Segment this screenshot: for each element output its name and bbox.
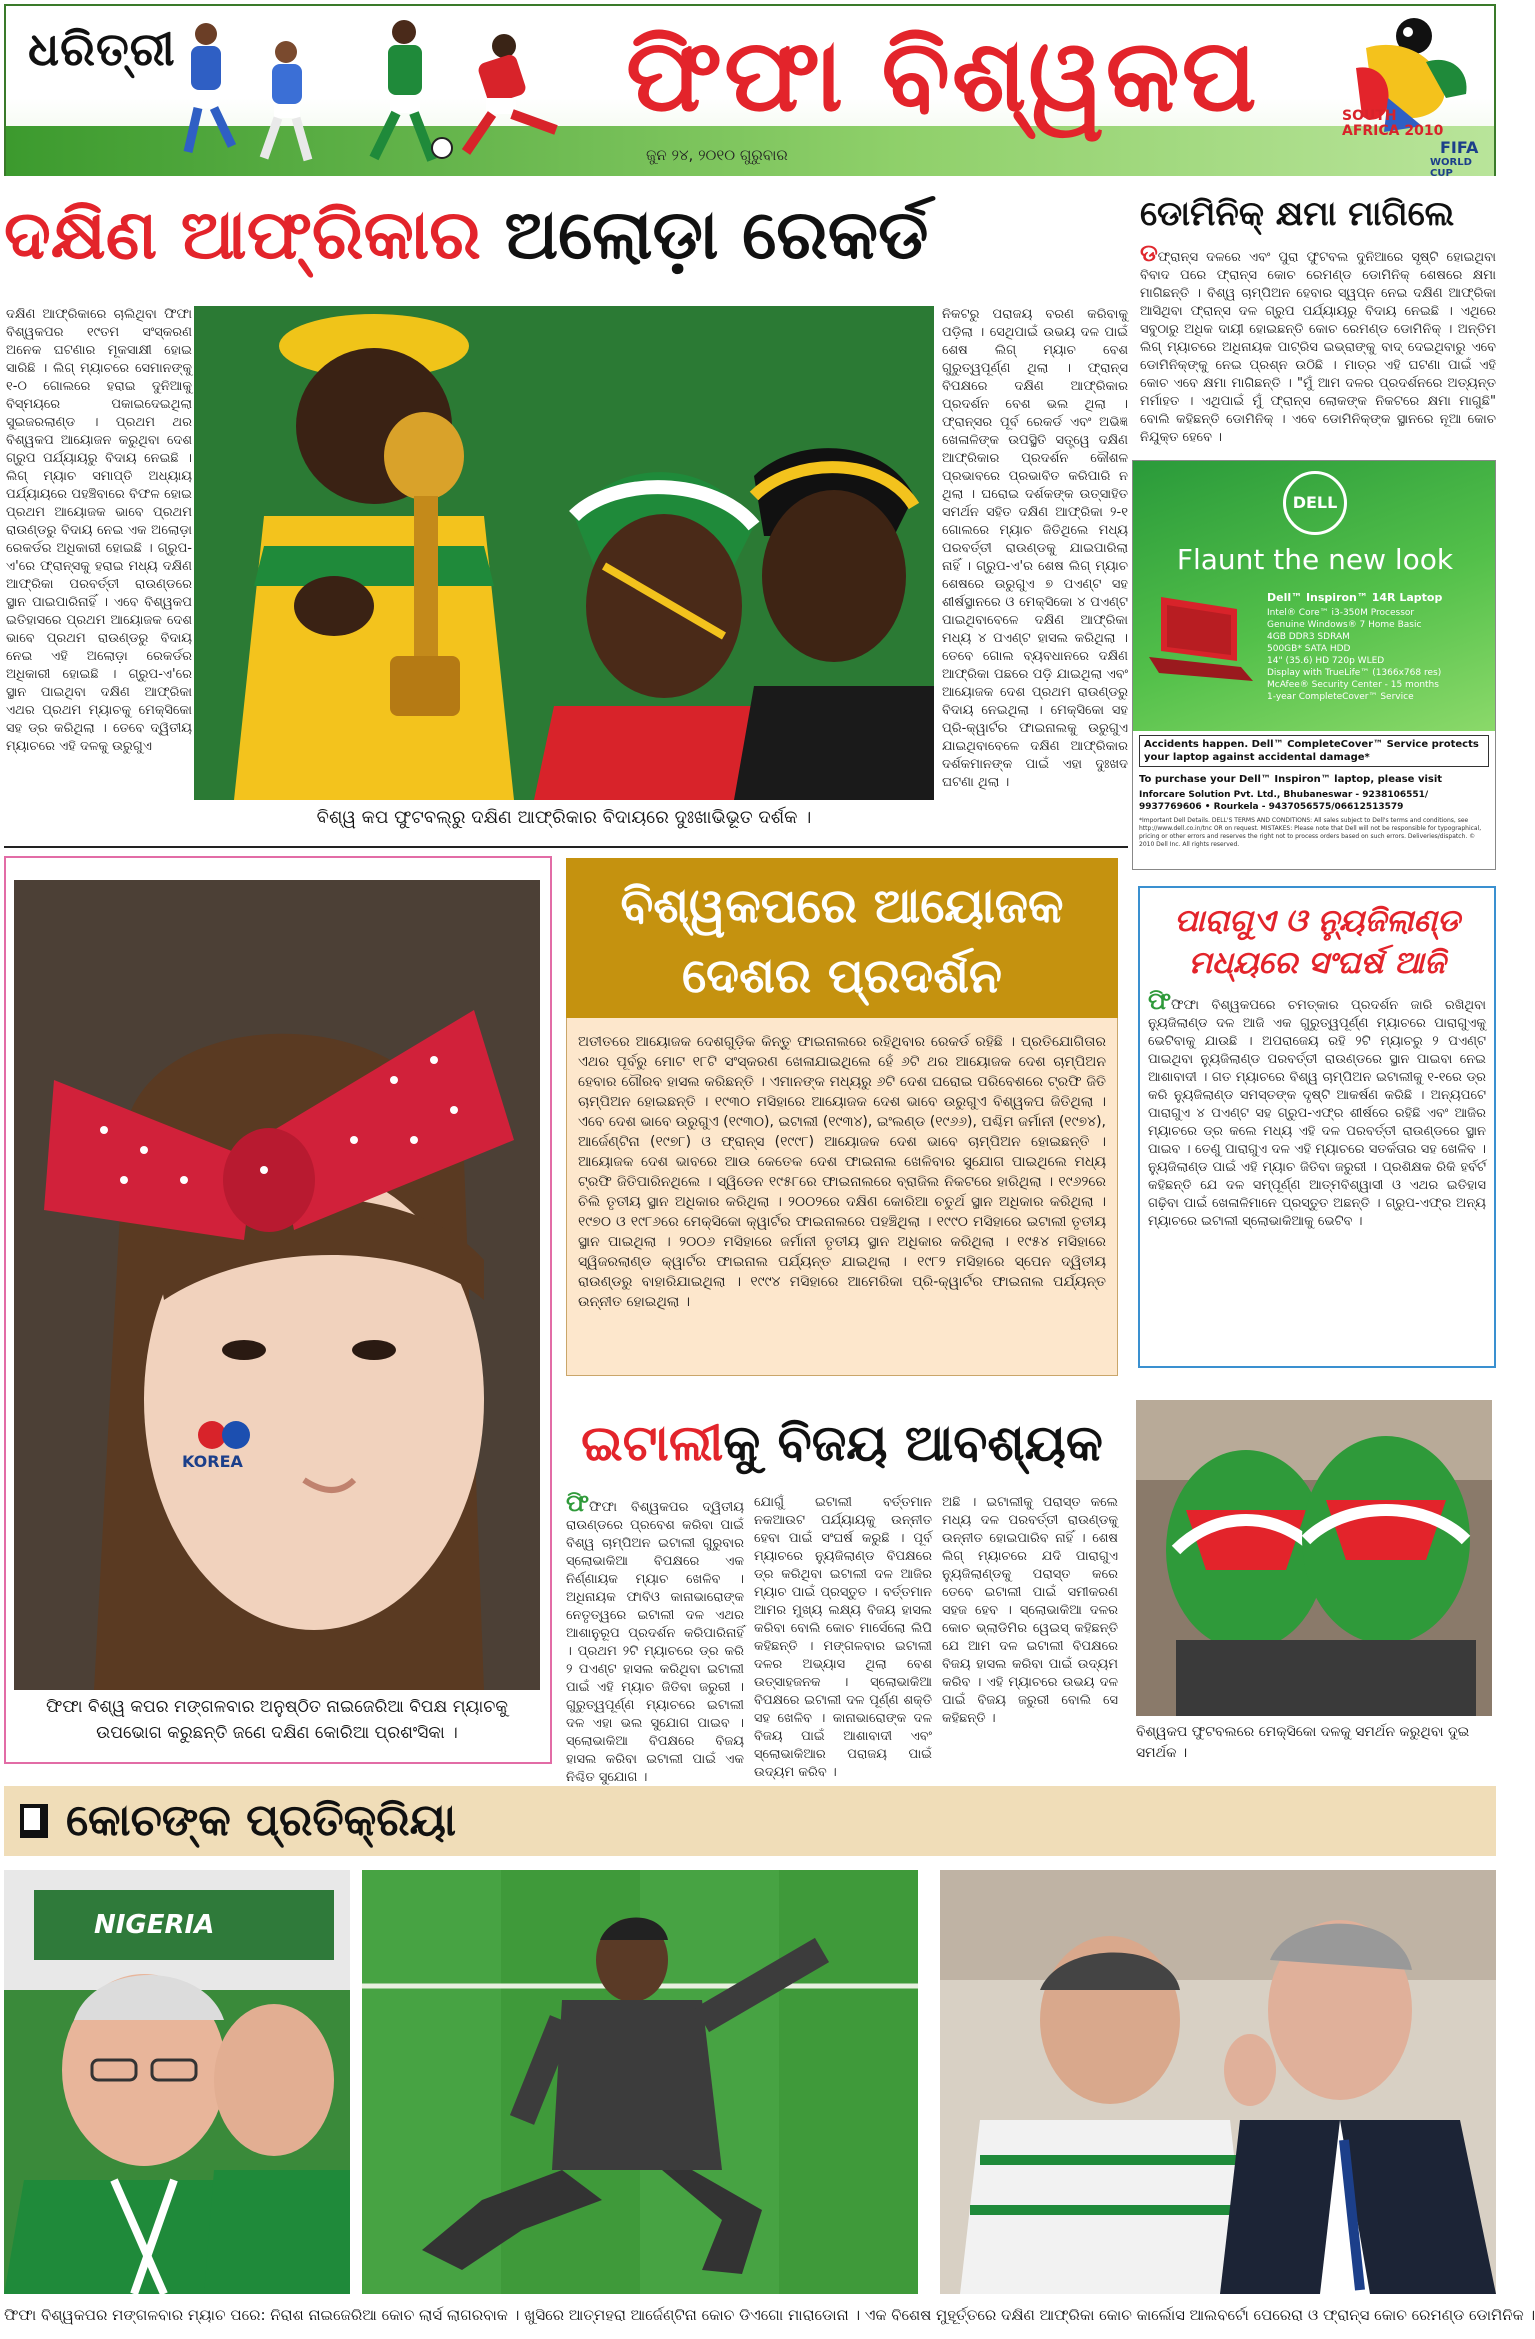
spec-item: 14" (35.6) HD 720p WLED (1267, 656, 1385, 666)
dell-ad-specs (1267, 607, 1489, 703)
spec-item: 500GB* SATA HDD (1267, 644, 1351, 654)
logo-world-cup: WORLD CUP (1430, 157, 1472, 179)
coaches-section-title: କୋଚଙ୍କ ପ୍ରତିକ୍ରିୟା (66, 1795, 456, 1846)
lead-column-2: ନିକଟରୁ ପରାଜୟ ବରଣ କରିବାକୁ ପଡ଼ିଲା । ସେଥିପାଇଁ ଉଭୟ ଦଳ ପାଇଁ ଶେଷ ଲିଗ୍ ମ୍ୟାଚ ବେଶ ଗୁରୁତ୍ୱପୂର୍ଣ୍ଣ ଥିଲା । ଫ୍ରାନ୍ସ ବିପକ୍ଷରେ ଦକ୍ଷିଣ ଆଫ୍ରିକାର ପ୍ରଦର୍ଶନ ବେଶ ଭଲ ଥିଲା । ଫ୍ରାନ୍ସର ପୂର୍ବ ରେକର୍ଡ ଏବଂ ଅଭିଜ୍ଞ ଖେଳାଳିଙ୍କ ଉପସ୍ଥିତି ସତ୍ତ୍ୱେ ଦକ୍ଷିଣ ଆଫ୍ରିକାର ପ୍ରଦର୍ଶନ କୌଶଳ ପ୍ରଭାବରେ ପ୍ରଭାବିତ କରିପାରି ନ ଥିଲା । ଘରୋଇ ଦର୍ଶକଙ୍କ ଉତ୍ସାହିତ ସମର୍ଥନ ସହିତ ଦକ୍ଷିଣ ଆଫ୍ରିକା ୨-୧ ଗୋଲରେ ମ୍ୟାଚ ଜିତିଥିଲେ ମଧ୍ୟ ପରବର୍ତ୍ତୀ ରାଉଣ୍ଡକୁ ଯାଇପାରିଲା ନାହିଁ । ଗ୍ରୁପ-ଏ'ର ଶେଷ ଲିଗ୍ ମ୍ୟାଚ ଶେଷରେ ଉରୁଗୁଏ ୭ ପଏଣ୍ଟ ସହ ଶୀର୍ଷସ୍ଥାନରେ ଓ ମେକ୍ସିକୋ ୪ ପଏଣ୍ଟ ପାଇଥିବାବେଳେ ଦକ୍ଷିଣ ଆଫ୍ରିକା ମଧ୍ୟ ୪ ପଏଣ୍ଟ ହାସଲ କରିଥିଲା । ତେବେ ଗୋଲ ବ୍ୟବଧାନରେ ଦକ୍ଷିଣ ଆଫ୍ରିକା ପଛରେ ପଡ଼ି ଯାଇଥିଲା ଏବଂ ଆୟୋଜକ ଦେଶ ପ୍ରଥମ ରାଉଣ୍ଡରୁ ବିଦାୟ ନେଇଥିଲା । ମେକ୍ସିକୋ ସହ ପ୍ରି-କ୍ୱାର୍ଟର ଫାଇନାଲକୁ ଉରୁଗୁଏ ଯାଇଥିବାବେଳେ ଦକ୍ଷିଣ ଆଫ୍ରିକାର ଦର୍ଶକମାନଙ୍କ ପାଇଁ ଏହା ଦୁଃଖଦ ଘଟଣା ଥିଲା । (942, 307, 1128, 790)
logo-africa: AFRICA 2010 (1342, 123, 1444, 139)
lead-headline-black: ଅଲୋଡ଼ା ରେକର୍ଡ (504, 196, 929, 275)
masthead-brand: ଧରିତ୍ରୀ (28, 22, 176, 76)
player-red (466, 34, 556, 152)
spec-item: Genuine Windows® 7 Home Basic (1267, 620, 1422, 630)
lead-headline (4, 186, 1124, 286)
coaches-caption: ଫିଫା ବିଶ୍ୱକପର ମଙ୍ଗଳବାର ମ୍ୟାଚ ପରେ: ନିରାଶ ନାଇଜେରିଆ କୋଚ ଲାର୍ସ ଲାଗରବାକ । ଖୁସିରେ ଆତ୍ମହରା ଆର୍ଜେଣ୍ଟିନା କୋଚ ଡିଏଗୋ ମାରାଡୋନା । ଏକ ବିଶେଷ ମୁହୂର୍ତ୍ତରେ ଦକ୍ଷିଣ ଆଫ୍ରିକା କୋଚ କାର୍ଲୋସ ଆଲବର୍ଟୋ ପେରେରା ଓ ଫ୍ରାନ୍ସ କୋଚ ରେମଣ୍ଡ ଡୋମିନିକ । (4, 2306, 1535, 2324)
italy-col1-text: ଫିଫା ବିଶ୍ୱକପର ଦ୍ୱିତୀୟ ରାଉଣ୍ଡରେ ପ୍ରବେଶ କରିବା ପାଇଁ ବିଶ୍ୱ ଚାମ୍ପିଅନ ଇଟାଲୀ ଗୁରୁବାର ସ୍ଲୋଭାକିଆ ବିପକ୍ଷରେ ଏକ ନିର୍ଣ୍ଣାୟକ ମ୍ୟାଚ ଖେଳିବ । ଅଧିନାୟକ ଫାବିଓ କାନାଭାରୋଙ୍କ ନେତୃତ୍ୱରେ ଇଟାଲୀ ଦଳ ଏଥର ଆଶାନୁରୂପ ପ୍ରଦର୍ଶନ କରିପାରିନାହିଁ । ପ୍ରଥମ ୨ଟି ମ୍ୟାଚରେ ଡ୍ର କରି ୨ ପଏଣ୍ଟ ହାସଲ କରିଥିବା ଇଟାଲୀ ପାଇଁ ଏହି ମ୍ୟାଚ ଜିତିବା ଜରୁରୀ । ଗୁରୁତ୍ୱପୂର୍ଣ୍ଣ ମ୍ୟାଚରେ ଇଟାଲୀ ଦଳ ଏହା ଭଲ ସୁଯୋଗ ପାଇବ । ସ୍ଲୋଭାକିଆ ବିପକ୍ଷରେ ବିଜୟ ହାସଲ କରିବା ଇଟାଲୀ ପାଇଁ ଏକ ନିଶ୍ଚିତ ସୁଯୋଗ । (566, 1500, 744, 1785)
paraguay-drop-cap: ଫି (1148, 987, 1172, 1015)
lead-photo-caption: ବିଶ୍ୱ କପ ଫୁଟବଲ୍‌ରୁ ଦକ୍ଷିଣ ଆଫ୍ରିକାର ବିଦାୟରେ ଦୁଃଖାଭିଭୂତ ଦର୍ଶକ । (316, 807, 812, 828)
logo-south: SOUTH (1342, 108, 1397, 124)
spec-item: 1-year CompleteCover™ Service (1267, 692, 1414, 702)
dell-ad-dealer: Inforcare Solution Pvt. Ltd., Bhubaneswar - 9238106551/ 9937769606 • Rourkela - 9437056575/06612513579 (1139, 790, 1429, 812)
lead-photo (194, 306, 934, 800)
mexico-photo-caption: ବିଶ୍ୱକପ ଫୁଟବଲରେ ମେକ୍ସିକୋ ଦଳକୁ ସମର୍ଥନ କରୁଥିବା ଦୁଇ ସମର୍ଥକ । (1136, 1724, 1470, 1761)
player-blue-2 (264, 41, 308, 160)
coaches-parreira-domenech-photo (940, 1870, 1496, 2294)
laptop-image (1141, 591, 1261, 691)
player-blue-1 (188, 23, 232, 152)
dell-ad-accidents: Accidents happen. Dell™ CompleteCover™ Service protects your laptop against accidental damage* (1139, 735, 1489, 767)
dominic-body (1140, 239, 1496, 454)
masthead-date: ଜୁନ ୨୪, ୨୦୧୦ ଗୁରୁବାର (646, 146, 788, 164)
spec-item: McAfee® Security Center - 15 months (1267, 680, 1439, 690)
divider-horizontal (4, 846, 1128, 848)
dell-ad-fine-print: *Important Dell Details. DELL'S TERMS AND CONDITIONS: All sales subject to Dell's terms and conditions, see http://www.dell.co.in/tnc OR on request. MISTAKES: Please note that Dell will not be responsible for typographical, pricing or other errors and reserves the right not to process orders based on such errors. Deliveries/dispatch. © 2010 Dell Inc. All rights reserved. (1139, 817, 1482, 848)
players-illustration (136, 12, 596, 172)
lead-column-1: ଦକ୍ଷିଣ ଆଫ୍ରିକାରେ ଚାଲିଥିବା ଫିଫା ବିଶ୍ୱକପର ୧୯ତମ ସଂସ୍କରଣ ଅନେକ ଘଟଣାର ମୂକସାକ୍ଷୀ ହୋଇ ସାରିଛି । ଲିଗ୍ ମ୍ୟାଚରେ ସେମାନଙ୍କୁ ୧-୦ ଗୋଲରେ ହରାଇ ଦୁନିଆକୁ ବିସ୍ମୟରେ ପକାଇଦେଇଥିଲା ସୁଇଜରଲାଣ୍ଡ । ପ୍ରଥମ ଥର ବିଶ୍ୱକପ ଆୟୋଜନ କରୁଥିବା ଦେଶ ଗ୍ରୁପ ପର୍ଯ୍ୟାୟରୁ ବିଦାୟ ନେଇଛି । ଲିଗ୍ ମ୍ୟାଚ ସମାପ୍ତି ଅଧ୍ୟାୟ ପର୍ଯ୍ୟାୟରେ ପହଞ୍ଚିବାରେ ବିଫଳ ହୋଇ ପ୍ରଥମ ଆୟୋଜକ ଭାବେ ପ୍ରଥମ ରାଉଣ୍ଡରୁ ବିଦାୟ ନେଇ ଏକ ଅଲୋଡ଼ା ରେକର୍ଡର ଅଧିକାରୀ ହୋଇଛି । ଗ୍ରୁପ-ଏ'ରେ ଫ୍ରାନ୍ସକୁ ହରାଇ ମଧ୍ୟ ଦକ୍ଷିଣ ଆଫ୍ରିକା ପରବର୍ତ୍ତୀ ରାଉଣ୍ଡରେ ସ୍ଥାନ ପାଇପାରିନାହିଁ । ଏବେ ବିଶ୍ୱକପ ଇତିହାସରେ ପ୍ରଥମ ଆୟୋଜକ ଦେଶ ଭାବେ ପ୍ରଥମ ରାଉଣ୍ଡରୁ ବିଦାୟ ନେଇ ଏହି ଅଲୋଡ଼ା ରେକର୍ଡର ଅଧିକାରୀ ହୋଇଛି । ଗ୍ରୁପ-ଏ'ରେ ସ୍ଥାନ ପାଇଥିବା ଦକ୍ଷିଣ ଆଫ୍ରିକା ଏଥର ପ୍ରଥମ ମ୍ୟାଚକୁ ମେକ୍ସିକୋ ସହ ଡ୍ର କରିଥିଲା । ତେବେ ଦ୍ୱିତୀୟ ମ୍ୟାଚରେ ଏହି ଦଳକୁ ଉରୁଗୁଏ (6, 307, 192, 754)
lead-headline-red: ଦକ୍ଷିଣ ଆଫ୍ରିକାର (4, 196, 481, 275)
checkbox-icon (20, 1804, 48, 1838)
host-headline-line1: ବିଶ୍ୱକପରେ ଆୟୋଜକ (620, 878, 1064, 934)
paraguay-headline-line2: ମଧ୍ୟରେ ସଂଘର୍ଷ ଆଜି (1188, 945, 1446, 981)
player-green (374, 20, 432, 160)
coach-maradona-photo (362, 1870, 918, 2294)
dell-ad-product: Dell™ Inspiron™ 14R Laptop (1267, 591, 1443, 604)
paraguay-body-text: ଫିଫା ବିଶ୍ୱକପରେ ଚମତ୍କାର ପ୍ରଦର୍ଶନ ଜାରି ରଖିଥିବା ନ୍ୟୁଜିଲାଣ୍ଡ ଦଳ ଆଜି ଏକ ଗୁରୁତ୍ୱପୂର୍ଣ୍ଣ ମ୍ୟାଚରେ ପାରାଗୁଏକୁ ଭେଟିବାକୁ ଯାଉଛି । ଅପରାଜେୟ ରହି ୨ଟି ମ୍ୟାଚରୁ ୨ ପଏଣ୍ଟ ପାଇଥିବା ନ୍ୟୁଜିଲାଣ୍ଡ ପରବର୍ତ୍ତୀ ରାଉଣ୍ଡରେ ସ୍ଥାନ ପାଇବା ନେଇ ଆଶାବାଦୀ । ଗତ ମ୍ୟାଚରେ ବିଶ୍ୱ ଚାମ୍ପିଅନ ଇଟାଲୀକୁ ୧-୧ରେ ଡ୍ର କରି ନ୍ୟୁଜିଲାଣ୍ଡ ସମସ୍ତଙ୍କ ଦୃଷ୍ଟି ଆକର୍ଷଣ କରିଛି । ଅନ୍ୟପଟେ ପାରାଗୁଏ ୪ ପଏଣ୍ଟ ସହ ଗ୍ରୁପ-ଏଫ୍‌ର ଶୀର୍ଷରେ ରହିଛି ଏବଂ ଆଜିର ମ୍ୟାଚରେ ଡ୍ର କଲେ ମଧ୍ୟ ଏହି ଦଳ ପରବର୍ତ୍ତୀ ରାଉଣ୍ଡରେ ସ୍ଥାନ ପାଇବ । ତେଣୁ ପାରାଗୁଏ ଦଳ ଏହି ମ୍ୟାଚରେ ସତର୍କତାର ସହ ଖେଳିବ । ନ୍ୟୁଜିଲାଣ୍ଡ ପାଇଁ ଏହି ମ୍ୟାଚ ଜିତିବା ଜରୁରୀ । ପ୍ରଶିକ୍ଷକ ରିକି ହର୍ବର୍ଟ କହିଛନ୍ତି ଯେ ଦଳ ସମ୍ପୂର୍ଣ୍ଣ ଆତ୍ମବିଶ୍ୱାସୀ ଓ ଏଥର ଇତିହାସ ଗଢ଼ିବା ପାଇଁ ଖେଳାଳିମାନେ ପ୍ରସ୍ତୁତ ଅଛନ୍ତି । ଗ୍ରୁପ-ଏଫ୍‌ର ଅନ୍ୟ ମ୍ୟାଚରେ ଇଟାଲୀ ସ୍ଲୋଭାକିଆକୁ ଭେଟିବ । (1148, 998, 1486, 1229)
host-headline-box (566, 858, 1118, 1018)
nigeria-banner-text: NIGERIA (94, 1910, 215, 1940)
italy-column-2: ଯୋଗୁଁ ଇଟାଲୀ ବର୍ତ୍ତମାନ ନକଆଉଟ ପର୍ଯ୍ୟାୟକୁ ଉନ୍ନୀତ ହେବା ପାଇଁ ସଂଘର୍ଷ କରୁଛି । ପୂର୍ବ ମ୍ୟାଚରେ ନ୍ୟୁଜିଲାଣ୍ଡ ବିପକ୍ଷରେ ଡ୍ର କରିଥିବା ଇଟାଲୀ ଦଳ ଆଜିର ମ୍ୟାଚ ପାଇଁ ପ୍ରସ୍ତୁତ । ବର୍ତ୍ତମାନ ଆମର ମୁଖ୍ୟ ଲକ୍ଷ୍ୟ ବିଜୟ ହାସଲ କରିବା ବୋଲି କୋଚ ମାର୍ସେଲୋ ଲିପି କହିଛନ୍ତି । ମଙ୍ଗଳବାର ଇଟାଲୀ ଦଳର ଅଭ୍ୟାସ ଥିଲା ବେଶ ଉତ୍ସାହଜନକ । ସ୍ଲୋଭାକିଆ ବିପକ୍ଷରେ ଇଟାଲୀ ଦଳ ପୂର୍ଣ୍ଣ ଶକ୍ତି ସହ ଖେଳିବ । କାନାଭାରୋଙ୍କ ଦଳ ବିଜୟ ପାଇଁ ଆଶାବାଦୀ ଏବଂ ସ୍ଲୋଭାକିଆର ପରାଜୟ ପାଇଁ ଉଦ୍ୟମ କରିବ । (754, 1495, 932, 1780)
coach-lagerback-photo (4, 1870, 350, 2294)
coaches-section-bar (4, 1786, 1496, 1856)
dell-advertisement[interactable] (1132, 460, 1496, 870)
masthead-title: ଫିଫା ବିଶ୍ୱକପ (626, 17, 1259, 134)
mexico-fans-photo (1136, 1400, 1492, 1716)
host-body: ଅତୀତରେ ଆୟୋଜକ ଦେଶଗୁଡ଼ିକ କିନ୍ତୁ ଫାଇନାଲରେ ରହିଥିବାର ରେକର୍ଡ ରହିଛି । ପ୍ରତିଯୋଗିତାର ଏଥର ପୂର୍ବରୁ ମୋଟ ୧୮ଟି ସଂସ୍କରଣ ଖେଳାଯାଇଥିଲେ ହେଁ ୬ଟି ଥର ଆୟୋଜକ ଦେଶ ଚାମ୍ପିଅନ ହେବାର ଗୌରବ ହାସଲ କରିଛନ୍ତି । ଏମାନଙ୍କ ମଧ୍ୟରୁ ୬ଟି ଦେଶ ଘରୋଇ ପରିବେଶରେ ଟ୍ରଫି ଜିତି ଚାମ୍ପିଅନ ହୋଇଛନ୍ତି । ୧୯୩୦ ମସିହାରେ ଆୟୋଜକ ଦେଶ ଭାବେ ଉରୁଗୁଏ ବିଶ୍ୱକପ ଜିତିଥିଲା । ଏବେ ଦେଶ ଭାବେ ଉରୁଗୁଏ (୧୯୩୦), ଇଟାଲୀ (୧୯୩୪), ଇଂଲଣ୍ଡ (୧୯୬୬), ପଶ୍ଚିମ ଜର୍ମାନୀ (୧୯୭୪), ଆର୍ଜେଣ୍ଟିନା (୧୯୭୮) ଓ ଫ୍ରାନ୍ସ (୧୯୯୮) ଆୟୋଜକ ଦେଶ ଭାବେ ଚାମ୍ପିଅନ ହୋଇଛନ୍ତି । ଆୟୋଜକ ଦେଶ ଭାବରେ ଆଉ କେତେକ ଦେଶ ଫାଇନାଲ ଖେଳିବାର ସୁଯୋଗ ପାଇଥିଲେ ମଧ୍ୟ ଟ୍ରଫି ଜିତିପାରିନଥିଲେ । ସ୍ୱିଡେନ ୧୯୫୮ରେ ଫାଇନାଲରେ ବ୍ରାଜିଲ ନିକଟରେ ହାରିଥିଲା । ୧୯୬୨ରେ ଚିଲି ତୃତୀୟ ସ୍ଥାନ ଅଧିକାର କରିଥିଲା । ୨୦୦୨ରେ ଦକ୍ଷିଣ କୋରିଆ ଚତୁର୍ଥ ସ୍ଥାନ ଅଧିକାର କରିଥିଲା । ୧୯୭୦ ଓ ୧୯୮୬ରେ ମେକ୍ସିକୋ କ୍ୱାର୍ଟର ଫାଇନାଲରେ ପହଞ୍ଚିଥିଲା । ୧୯୯୦ ମସିହାରେ ଇଟାଲୀ ତୃତୀୟ ସ୍ଥାନ ପାଇଥିଲା । ୨୦୦୬ ମସିହାରେ ଜର୍ମାନୀ ତୃତୀୟ ସ୍ଥାନ ଅଧିକାର କରିଥିଲା । ୧୯୫୪ ମସିହାରେ ସ୍ୱିଜରଲାଣ୍ଡ କ୍ୱାର୍ଟର ଫାଇନାଲ ପର୍ଯ୍ୟନ୍ତ ଯାଇଥିଲା । ୧୯୮୨ ମସିହାରେ ସ୍ପେନ ଦ୍ୱିତୀୟ ରାଉଣ୍ଡରୁ ବାହାରିଯାଇଥିଲା । ୧୯୯୪ ମସିହାରେ ଆମେରିକା ପ୍ରି-କ୍ୱାର୍ଟର ଫାଇନାଲ ପର୍ଯ୍ୟନ୍ତ ଉନ୍ନୀତ ହୋଇଥିଲା । (578, 1034, 1106, 1310)
italy-drop-cap: ଫି (566, 1489, 590, 1517)
italy-headline (566, 1398, 1118, 1488)
dell-ad-headline: Flaunt the new look (1176, 543, 1454, 576)
italy-headline-red: ଇଟାଲୀ (581, 1414, 724, 1472)
italy-column-1 (566, 1489, 744, 1785)
korea-fan-photo (14, 880, 540, 1690)
spec-item: Display with TrueLife™ (1366x768 res) (1267, 668, 1442, 678)
paraguay-headline-line1: ପାରାଗୁଏ ଓ ନ୍ୟୁଜିଲାଣ୍ଡ (1174, 903, 1460, 939)
spec-item: 4GB DDR3 SDRAM (1267, 632, 1350, 642)
spec-item: Intel® Core™ i3-350M Processor (1267, 608, 1415, 618)
cheek-korea-text: KOREA (182, 1452, 243, 1471)
ball-icon (432, 138, 452, 158)
paraguay-body (1148, 987, 1486, 1358)
masthead (4, 4, 1496, 179)
dominic-body-text: ଫ୍ରାନ୍ସ ଦଳରେ ଏବଂ ପୁରା ଫୁଟବଲ ଦୁନିଆରେ ସୃଷ୍ଟି ହୋଇଥିବା ବିବାଦ ପରେ ଫ୍ରାନ୍ସ କୋଚ ରେମଣ୍ଡ ଡୋମିନିକ୍ ଶେଷରେ କ୍ଷମା ମାଗିଛନ୍ତି । ବିଶ୍ୱ ଚାମ୍ପିଅନ ହେବାର ସ୍ୱପ୍ନ ନେଇ ଦକ୍ଷିଣ ଆଫ୍ରିକା ଆସିଥିବା ଫ୍ରାନ୍ସ ଦଳ ଗ୍ରୁପ ପର୍ଯ୍ୟାୟରୁ ବିଦାୟ ନେଇଛି । ଏଥିରେ ସବୁଠାରୁ ଅଧିକ ଦାୟୀ ହୋଇଛନ୍ତି କୋଚ ରେମଣ୍ଡ ଡୋମିନିକ୍ । ଅନ୍ତିମ ଲିଗ୍ ମ୍ୟାଚରେ ଅଧିନାୟକ ପାଟ୍ରିସ ଇଭ୍ରାଙ୍କୁ ବାଦ୍ ଦେଇଥିବାରୁ ଏବେ ଡୋମିନିକ୍ଙ୍କୁ ନେଇ ପ୍ରଶ୍ନ ଉଠିଛି । ମାତ୍ର ଏହି ଘଟଣା ପାଇଁ ଏହି କୋଚ ଏବେ କ୍ଷମା ମାଗିଛନ୍ତି । "ମୁଁ ଆମ ଦଳର ପ୍ରଦର୍ଶନରେ ଅତ୍ୟନ୍ତ ମର୍ମାହତ । ଏଥିପାଇଁ ମୁଁ ଫ୍ରାନ୍ସ ଲୋକଙ୍କ ନିକଟରେ କ୍ଷମା ମାଗୁଛି" ବୋଲି କହିଛନ୍ତି ଡୋମିନିକ୍ । ଏବେ ଡୋମିନିକ୍ଙ୍କ ସ୍ଥାନରେ ନୂଆ କୋଚ ନିଯୁକ୍ତ ହେବେ । (1140, 250, 1496, 445)
dominic-drop-cap: ଡ (1140, 239, 1158, 267)
host-headline-line2: ଦେଶର ପ୍ରଦର୍ଶନ (682, 948, 1002, 1004)
korea-photo-caption: ଫିଫା ବିଶ୍ୱ କପର ମଙ୍ଗଳବାର ଅନୁଷ୍ଠିତ ନାଇଜେରିଆ ବିପକ୍ଷ ମ୍ୟାଚକୁ ଉପଭୋଗ କରୁଛନ୍ତି ଜଣେ ଦକ୍ଷିଣ କୋରିଆ ପ୍ରଶଂସିକା । (46, 1697, 508, 1743)
dell-ad-purchase: To purchase your Dell™ Inspiron™ laptop, please visit (1139, 774, 1443, 785)
italy-column-3: ଅଛି । ଇଟାଲୀକୁ ପରାସ୍ତ କଲେ ମଧ୍ୟ ଦଳ ପରବର୍ତ୍ତୀ ରାଉଣ୍ଡକୁ ଉନ୍ନୀତ ହୋଇପାରିବ ନାହିଁ । ଶେଷ ଲିଗ୍ ମ୍ୟାଚରେ ଯଦି ପାରାଗୁଏ ନ୍ୟୁଜିଲାଣ୍ଡକୁ ପରାସ୍ତ କରେ ତେବେ ଇଟାଲୀ ପାଇଁ ସମୀକରଣ ସହଜ ହେବ । ସ୍ଲୋଭାକିଆ ଦଳର କୋଚ ଭ୍ଲାଡିମିର ୱେଇସ୍ କହିଛନ୍ତି ଯେ ଆମ ଦଳ ଇଟାଲୀ ବିପକ୍ଷରେ ବିଜୟ ହାସଲ କରିବା ପାଇଁ ଉଦ୍ୟମ କରିବ । ଏହି ମ୍ୟାଚରେ ଉଭୟ ଦଳ ପାଇଁ ବିଜୟ ଜରୁରୀ ବୋଲି ସେ କହିଛନ୍ତି । (942, 1495, 1118, 1726)
dell-logo: DELL (1283, 471, 1347, 535)
dominic-headline: ଡୋମିନିକ୍ କ୍ଷମା ମାଗିଲେ (1140, 194, 1455, 234)
logo-fifa: FIFA (1440, 138, 1479, 157)
italy-headline-black: କୁ ବିଜୟ ଆବଶ୍ୟକ (723, 1414, 1103, 1472)
